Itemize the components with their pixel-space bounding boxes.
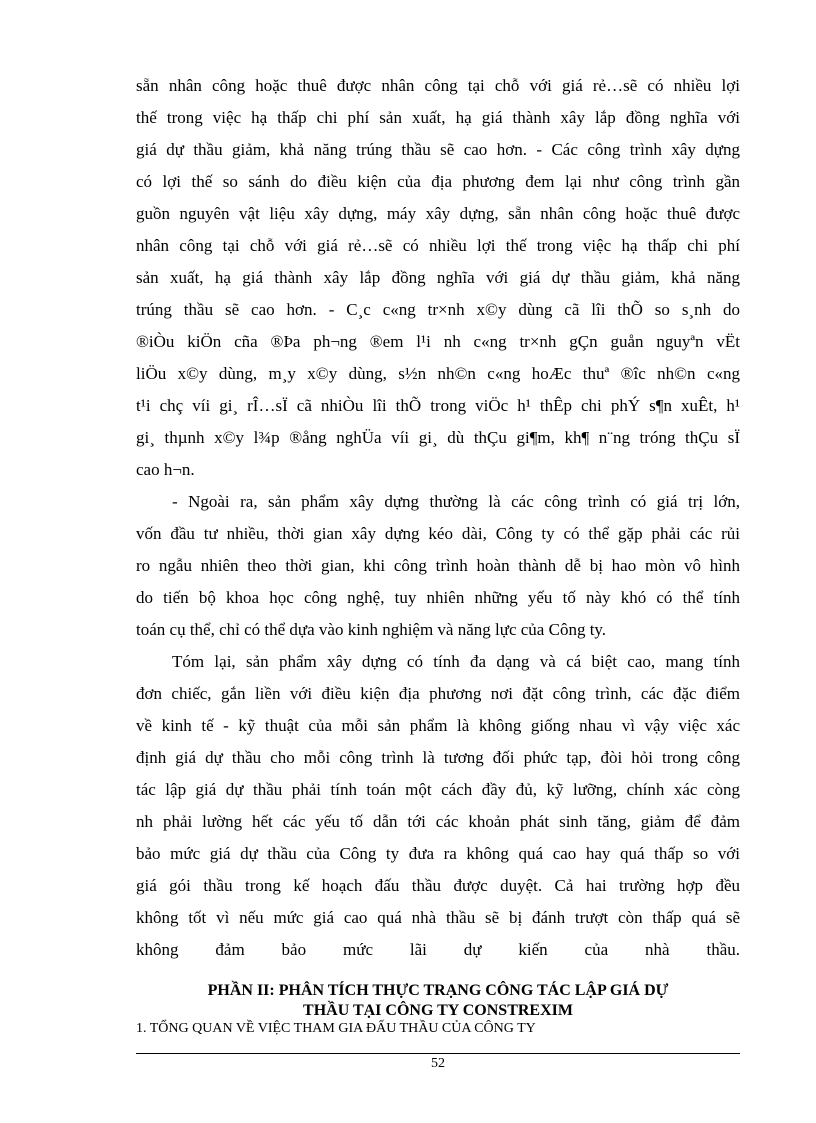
- body-line: toán cụ thể, chỉ có thể dựa vào kinh nghiệm và năng lực của Công ty.: [136, 620, 607, 639]
- page-number: 52: [431, 1056, 445, 1071]
- footer-rule: [136, 1053, 740, 1054]
- body-line: không tốt vì nếu mức giá cao quá nhà thầu sẽ bị đánh trượt còn thấp quá sẽ: [136, 908, 740, 927]
- body-line: liÖu x©y dùng, m¸y x©y dùng, s½n nh©n c«ng hoÆc thuª ®îc nh©n c«ng: [136, 364, 740, 383]
- body-line: giá dự thầu giảm, khả năng trúng thầu sẽ cao hơn. - Các công trình xây dựng: [136, 140, 740, 159]
- body-line: tác lập giá dự thầu phải tính toán một cách đầy đủ, kỹ lưỡng, chính xác còng: [136, 780, 740, 799]
- body-line: guồn nguyên vật liệu xây dựng, máy xây dựng, sẵn nhân công hoặc thuê được: [136, 204, 740, 223]
- body-line: giá gói thầu trong kế hoạch đấu thầu được duyệt. Cả hai trường hợp đều: [136, 876, 740, 895]
- body-line: t¹i chç víi gi¸ rÎ…sÏ cã nhiÒu lîi thÕ trong viÖc h¹ thÊp chi phÝ s¶n xuÊt, h¹: [136, 396, 740, 415]
- body-line: bảo mức giá dự thầu của Công ty đưa ra không quá cao hay quá thấp so với: [136, 844, 740, 863]
- body-line: Tóm lại, sản phẩm xây dựng có tính đa dạng và cá biệt cao, mang tính: [172, 652, 740, 671]
- body-line: ®iÒu kiÖn cña ®Þa ph¬ng ®em l¹i nh c«ng tr×nh gÇn guån nguyªn vËt: [136, 332, 740, 351]
- body-line: sẵn nhân công hoặc thuê được nhân công tại chỗ với giá rẻ…sẽ có nhiều lợi: [136, 76, 740, 95]
- subsection-heading: 1. TỔNG QUAN VỀ VIỆC THAM GIA ĐẤU THẦU CỦA CÔNG TY: [136, 1021, 536, 1036]
- body-line: - Ngoài ra, sản phẩm xây dựng thường là các công trình có giá trị lớn,: [172, 492, 740, 511]
- body-line: do tiến bộ khoa học công nghệ, tuy nhiên những yếu tố này khó có thể tính: [136, 588, 740, 607]
- body-line: cao h¬n.: [136, 460, 195, 479]
- body-line: có lợi thế so sánh do điều kiện của địa phương đem lại như công trình gần: [136, 172, 740, 191]
- section-heading-line-2: THẦU TẠI CÔNG TY CONSTREXIM: [303, 1002, 573, 1019]
- body-text: [136, 70, 740, 966]
- body-line: vốn đầu tư nhiều, thời gian xây dựng kéo dài, Công ty có thể gặp phải các rủi: [136, 524, 740, 543]
- body-line: đơn chiếc, gắn liền với điều kiện địa phương nơi đặt công trình, các đặc điểm: [136, 684, 740, 703]
- body-line: gi¸ thµnh x©y l¾p ®ång nghÜa víi gi¸ dù thÇu gi¶m, kh¶ n¨ng tróng thÇu sÏ: [136, 428, 740, 447]
- body-line: về kinh tế - kỹ thuật của mỗi sản phẩm là không giống nhau vì vậy việc xác: [136, 716, 740, 735]
- body-line: nhân công tại chỗ với giá rẻ…sẽ có nhiều lợi thế trong việc hạ thấp chi phí: [136, 236, 740, 255]
- body-line: trúng thầu sẽ cao hơn. - C¸c c«ng tr×nh x©y dùng cã lîi thÕ so s¸nh do: [136, 300, 740, 319]
- section-heading-line-1: PHẦN II: PHÂN TÍCH THỰC TRẠNG CÔNG TÁC LẬP GIÁ DỰ: [207, 982, 669, 999]
- body-line: ro ngẫu nhiên theo thời gian, khi công trình hoàn thành dễ bị hao mòn vô hình: [136, 556, 740, 575]
- body-line: sản xuất, hạ giá thành xây lắp đồng nghĩa với giá dự thầu giảm, khả năng: [136, 268, 740, 287]
- body-line: nh phải lường hết các yếu tố dẫn tới các khoản phát sinh tăng, giảm để đảm: [136, 812, 740, 831]
- body-line: định giá dự thầu cho mỗi công trình là tương đối phức tạp, đòi hỏi trong công: [136, 748, 740, 767]
- body-line: thế trong việc hạ thấp chi phí sản xuất, hạ giá thành xây lắp đồng nghĩa với: [136, 108, 740, 127]
- body-line: không đảm bảo mức lãi dự kiến của nhà thầu.: [136, 940, 740, 959]
